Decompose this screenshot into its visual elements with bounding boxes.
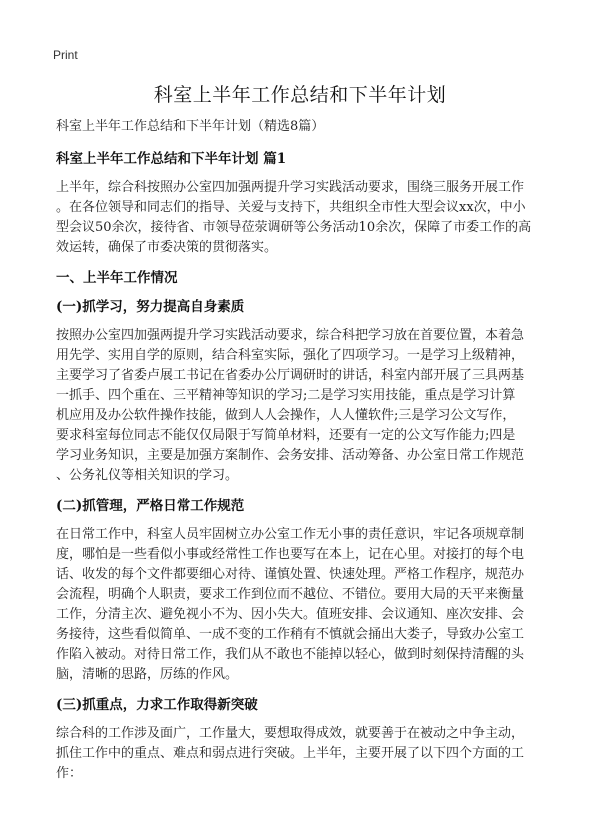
paragraph-line: 作陷入被动。对待日常工作，我们从不敢也不能掉以轻心，做到时刻保持清醒的头 (56, 647, 525, 662)
paragraph-line: 脑，清晰的思路，厉练的作风。 (56, 667, 239, 682)
paragraph-line: 会流程，明确个人职责，要求工作到位而不越位、不错位。要用大局的天平来衡量 (56, 587, 525, 602)
subsection-heading-3: (三)抓重点，力求工作取得新突破 (56, 697, 258, 713)
paragraph-line: 主要学习了省委卢展工书记在省委办公厅调研时的讲话，科室内部开展了三具两基 (56, 368, 525, 383)
subsection-3-paragraph (56, 724, 550, 784)
paragraph-line: 务接待，这些看似简单、一成不变的工作稍有不慎就会捅出大娄子，导致办公室工 (56, 627, 525, 642)
paragraph-line: 作： (56, 766, 83, 781)
page-title: 科室上半年工作总结和下半年计划 (153, 84, 447, 106)
subsection-1-paragraph (56, 326, 550, 486)
paragraph-line: 按照办公室四加强两提升学习实践活动要求，综合科把学习放在首要位置，本着急 (56, 328, 525, 343)
section-heading-1: 一、上半年工作情况 (56, 270, 178, 286)
paragraph-line: 抓住工作中的重点、难点和弱点进行突破。上半年，主要开展了以下四个方面的工 (56, 746, 525, 761)
print-link[interactable]: Print (53, 48, 78, 62)
paragraph-line: 工作，分清主次、避免视小不为、因小失大。值班安排、会议通知、座次安排、会 (56, 607, 525, 622)
article-heading: 科室上半年工作总结和下半年计划 篇1 (56, 151, 287, 167)
paragraph-line: 效运转，确保了市委决策的贯彻落实。 (56, 240, 278, 255)
subsection-2-paragraph (56, 525, 550, 685)
paragraph-line: 在日常工作中，科室人员牢固树立办公室工作无小事的责任意识，牢记各项规章制 (56, 527, 525, 542)
paragraph-line: 综合科的工作涉及面广，工作量大，要想取得成效，就要善于在被动之中争主动， (56, 726, 525, 741)
paragraph-line: 学习业务知识，主要是加强方案制作、会务安排、活动筹备、办公室日常工作规范 (56, 448, 525, 463)
paragraph-line: 。在各位领导和同志们的指导、关爱与支持下，共组织全市性大型会议xx次，中小 (56, 200, 526, 215)
paragraph-line: 型会议50余次，接待省、市领导莅荥调研等公务活动10余次，保障了市委工作的高 (56, 220, 532, 235)
subsection-heading-2: (二)抓管理，严格日常工作规范 (56, 498, 245, 514)
paragraph-line: 机应用及办公软件操作技能，做到人人会操作，人人懂软件;三是学习公文写作， (56, 408, 516, 423)
paragraph-line: 度，哪怕是一些看似小事或经常性工作也要写在本上，记在心里。对接打的每个电 (56, 547, 525, 562)
paragraph-line: 一抓手、四个重在、三平精神等知识的学习;二是学习实用技能，重点是学习计算 (56, 388, 516, 403)
paragraph-line: 话、收发的每个文件都要细心对待、谨慎处置、快速处理。严格工作程序，规范办 (56, 567, 525, 582)
paragraph-line: 、公务礼仪等相关知识的学习。 (56, 468, 239, 483)
paragraph-line: 上半年，综合科按照办公室四加强两提升学习实践活动要求，围绕三服务开展工作 (56, 180, 525, 195)
intro-paragraph (56, 178, 550, 258)
article-subtitle: 科室上半年工作总结和下半年计划（精选8篇） (56, 119, 325, 134)
paragraph-line: 要求科室每位同志不能仅仅局限于写简单材料，还要有一定的公文写作能力;四是 (56, 428, 516, 443)
paragraph-line: 用先学、实用自学的原则，结合科室实际，强化了四项学习。一是学习上级精神， (56, 348, 525, 363)
article-content (56, 117, 550, 794)
subsection-heading-1: (一)抓学习，努力提高自身素质 (56, 299, 245, 315)
